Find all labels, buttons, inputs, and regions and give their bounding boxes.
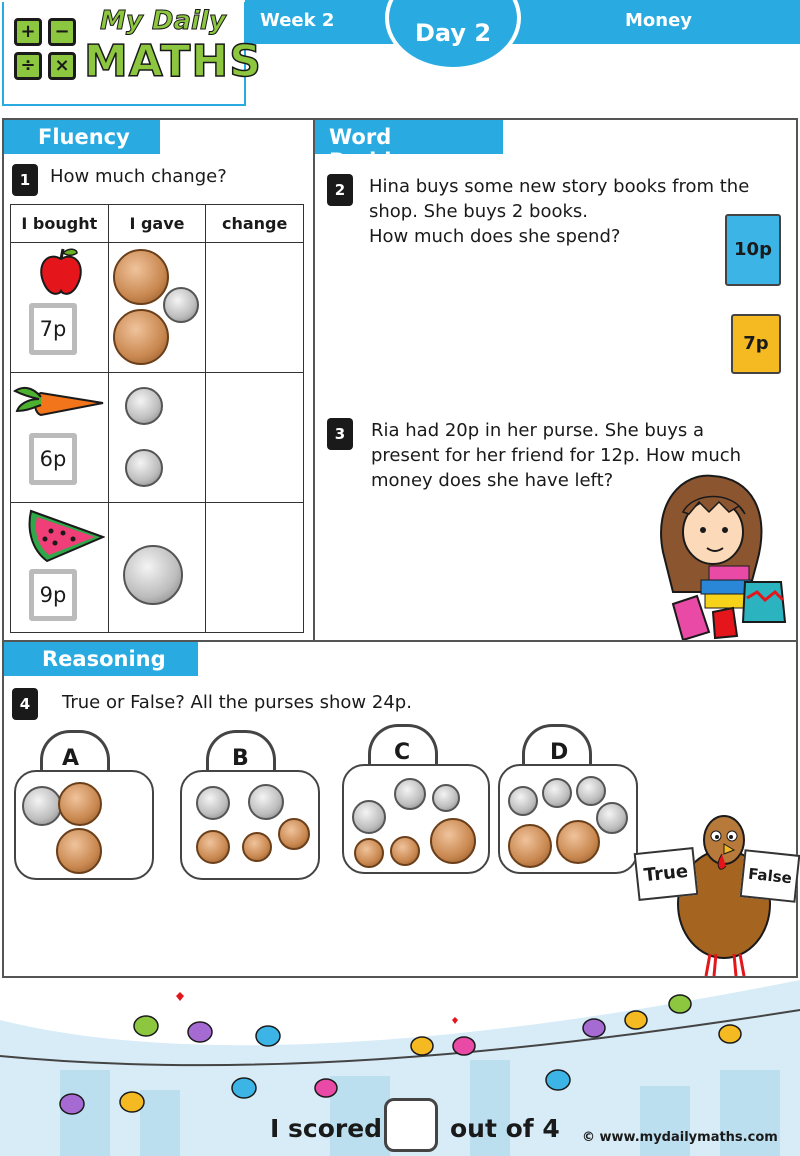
day-badge — [385, 0, 521, 71]
watermelon-icon — [25, 509, 105, 563]
purse-label-c: C — [394, 740, 411, 765]
question-number-1: 1 — [12, 164, 38, 196]
question-3-line-3: money does she have left? — [371, 470, 614, 491]
book-yellow-icon — [731, 314, 781, 374]
purse-c — [342, 764, 490, 874]
question-2-line-1: Hina buys some new story books from the — [369, 176, 750, 197]
website-credit: © www.mydailymaths.com — [582, 1130, 778, 1145]
coin-5p-icon — [248, 784, 284, 820]
maths-symbols-icon: + − ÷ × — [14, 18, 78, 82]
question-3-line-1: Ria had 20p in her purse. She buys a — [371, 420, 705, 441]
coin-2p-icon — [430, 818, 476, 864]
book-1-price: 10p — [734, 239, 772, 260]
gave-cell — [108, 373, 206, 503]
purse-label-b: B — [232, 746, 249, 771]
question-number-3: 3 — [327, 418, 353, 450]
question-1-prompt: How much change? — [50, 166, 227, 187]
girl-with-presents-icon — [653, 472, 793, 642]
week-label: Week 2 — [260, 10, 335, 31]
coin-10p-icon — [123, 545, 183, 605]
true-card: True — [634, 847, 699, 901]
question-number-4: 4 — [12, 688, 38, 720]
coin-2p-icon — [196, 830, 230, 864]
coin-2p-icon — [508, 824, 552, 868]
coin-5p-icon — [125, 387, 163, 425]
table-row — [11, 243, 304, 373]
coin-2p-icon — [113, 309, 169, 365]
question-3-line-2: present for her friend for 12p. How much — [371, 445, 742, 466]
bought-cell — [11, 503, 109, 633]
word-problem-title: Word Problem — [315, 120, 503, 154]
coin-5p-icon — [22, 786, 62, 826]
change-answer-cell[interactable] — [206, 503, 304, 633]
question-number-2: 2 — [327, 174, 353, 206]
coin-2p-icon — [278, 818, 310, 850]
table-row — [11, 503, 304, 633]
coin-1p-icon — [354, 838, 384, 868]
word-problem-panel — [313, 118, 798, 642]
score-label: I scored — [270, 1114, 383, 1143]
change-answer-cell[interactable] — [206, 373, 304, 503]
header-bar — [245, 0, 800, 44]
coin-2p-icon — [56, 828, 102, 874]
question-2-line-3: How much does she spend? — [369, 226, 621, 247]
purse-b — [180, 770, 320, 880]
table-header-row — [11, 205, 304, 243]
purse-label-d: D — [550, 740, 569, 765]
change-table — [10, 204, 304, 633]
coin-2p-icon — [58, 782, 102, 826]
fluency-title: Fluency — [4, 120, 160, 154]
price-tag: 6p — [29, 433, 77, 485]
purse-label-a: A — [62, 746, 80, 771]
question-2-line-2: shop. She buys 2 books. — [369, 201, 589, 222]
logo-text-bottom: MATHS — [84, 36, 262, 87]
logo — [2, 2, 262, 106]
bought-cell — [11, 373, 109, 503]
gave-cell — [108, 243, 206, 373]
coin-5p-icon — [508, 786, 538, 816]
coin-5p-icon — [125, 449, 163, 487]
change-answer-cell[interactable] — [206, 243, 304, 373]
carrot-icon — [13, 383, 105, 423]
apple-icon — [37, 247, 85, 299]
purse-a — [14, 770, 154, 880]
book-2-price: 7p — [743, 333, 769, 354]
coin-5p-icon — [596, 802, 628, 834]
coin-1p-icon — [242, 832, 272, 862]
gave-cell — [108, 503, 206, 633]
coin-5p-icon — [432, 784, 460, 812]
coin-1p-icon — [390, 836, 420, 866]
score-input-box[interactable] — [384, 1098, 438, 1152]
score-total-label: out of 4 — [450, 1114, 560, 1143]
false-card: False — [740, 849, 800, 903]
coin-5p-icon — [542, 778, 572, 808]
reasoning-panel — [2, 640, 798, 978]
purse-d — [498, 764, 638, 874]
coin-5p-icon — [163, 287, 199, 323]
col-change: change — [206, 205, 304, 243]
header — [0, 0, 800, 110]
coin-5p-icon — [576, 776, 606, 806]
question-4-prompt: True or False? All the purses show 24p. — [62, 692, 412, 713]
coin-5p-icon — [394, 778, 426, 810]
table-row — [11, 373, 304, 503]
day-label: Day 2 — [414, 19, 492, 47]
coin-2p-icon — [556, 820, 600, 864]
coin-5p-icon — [196, 786, 230, 820]
price-tag: 9p — [29, 569, 77, 621]
book-blue-icon — [725, 214, 781, 286]
col-gave: I gave — [108, 205, 206, 243]
bought-cell — [11, 243, 109, 373]
price-tag: 7p — [29, 303, 77, 355]
fluency-panel — [2, 118, 315, 642]
logo-text-top: My Daily — [100, 6, 226, 36]
topic-label: Money — [625, 10, 693, 31]
reasoning-title: Reasoning — [4, 642, 198, 676]
coin-5p-icon — [352, 800, 386, 834]
col-bought: I bought — [11, 205, 109, 243]
coin-2p-icon — [113, 249, 169, 305]
